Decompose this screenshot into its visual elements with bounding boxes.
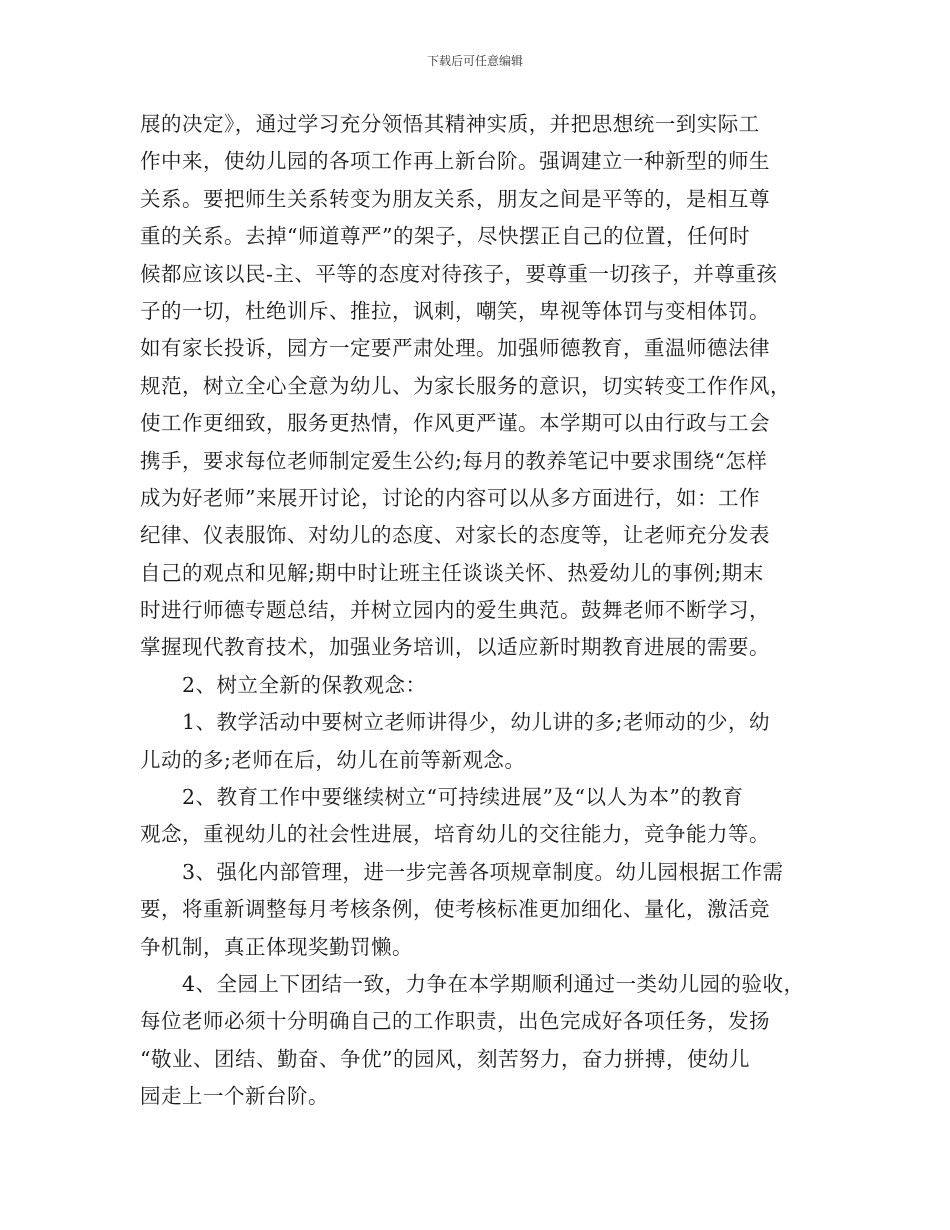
text-line: 3、强化内部管理，进一步完善各项规章制度。幼儿园根据工作需 [182, 859, 784, 884]
text-line: 展的决定》，通过学习充分领悟其精神实质，并把思想统一到实际工 [140, 112, 760, 136]
text-line: 关系。要把师生关系转变为朋友关系，朋友之间是平等的，是相互尊 [140, 186, 770, 211]
text-line: 携手，要求每位老师制定爱生公约;每月的教养笔记中要求围绕“怎样 [140, 448, 768, 473]
text-line: 时进行师德专题总结，并树立园内的爱生典范。鼓舞老师不断学习， [140, 598, 770, 623]
text-line: 要，将重新调整每月考核条例，使考核标准更加细化、量化，激活竞 [140, 897, 770, 922]
text-line: 4、全园上下团结一致，力争在本学期顺利通过一类幼儿园的验收， [182, 971, 805, 996]
text-line: 观念，重视幼儿的社会性进展，培育幼儿的交往能力，竞争能力等。 [140, 822, 770, 847]
text-line: “敬业、团结、勤奋、争优”的园风，刻苦努力，奋力拼搏，使幼儿 [140, 1046, 750, 1071]
text-line: 儿动的多;老师在后，幼儿在前等新观念。 [140, 747, 526, 772]
text-line: 候都应该以民-主、平等的态度对待孩子，要尊重一切孩子，并尊重孩 [140, 261, 778, 286]
section-heading: 2、树立全新的保教观念： [182, 672, 427, 697]
text-line: 作中来，使幼儿园的各项工作再上新台阶。强调建立一种新型的师生 [140, 149, 770, 174]
text-line: 使工作更细致，服务更热情，作风更严谨。本学期可以由行政与工会 [140, 411, 770, 436]
text-line: 子的一切，杜绝训斥、推拉，讽刺，嘲笑，卑视等体罚与变相体罚。 [140, 298, 770, 323]
text-line: 规范，树立全心全意为幼儿、为家长服务的意识，切实转变工作作风， [140, 373, 791, 398]
text-line: 争机制，真正体现奖勤罚懒。 [140, 934, 413, 959]
text-line: 纪律、仪表服饰、对幼儿的态度、对家长的态度等，让老师充分发表 [140, 523, 770, 548]
text-line: 掌握现代教育技术，加强业务培训，以适应新时期教育进展的需要。 [140, 635, 770, 660]
text-line: 2、教育工作中要继续树立“可持续进展”及“以人为本”的教育 [182, 785, 744, 810]
text-line: 如有家长投诉，园方一定要严肃处理。加强师德教育，重温师德法律 [140, 336, 770, 361]
page-header: 下载后可任意编辑 [426, 54, 523, 68]
text-line: 每位老师必须十分明确自己的工作职责，出色完成好各项任务，发扬 [140, 1009, 770, 1034]
text-line: 重的关系。去掉“师道尊严”的架子，尽快摆正自己的位置，任何时 [140, 224, 750, 249]
text-line: 自己的观点和见解;期中时让班主任谈谈关怀、热爱幼儿的事例;期末 [140, 560, 764, 585]
text-line: 园走上一个新台阶。 [140, 1084, 329, 1109]
document-body [140, 106, 820, 1116]
text-line: 1、教学活动中要树立老师讲得少，幼儿讲的多;老师动的少，幼 [182, 710, 770, 735]
text-line: 成为好老师”来展开讨论，讨论的内容可以从多方面进行，如：工作 [140, 485, 760, 510]
